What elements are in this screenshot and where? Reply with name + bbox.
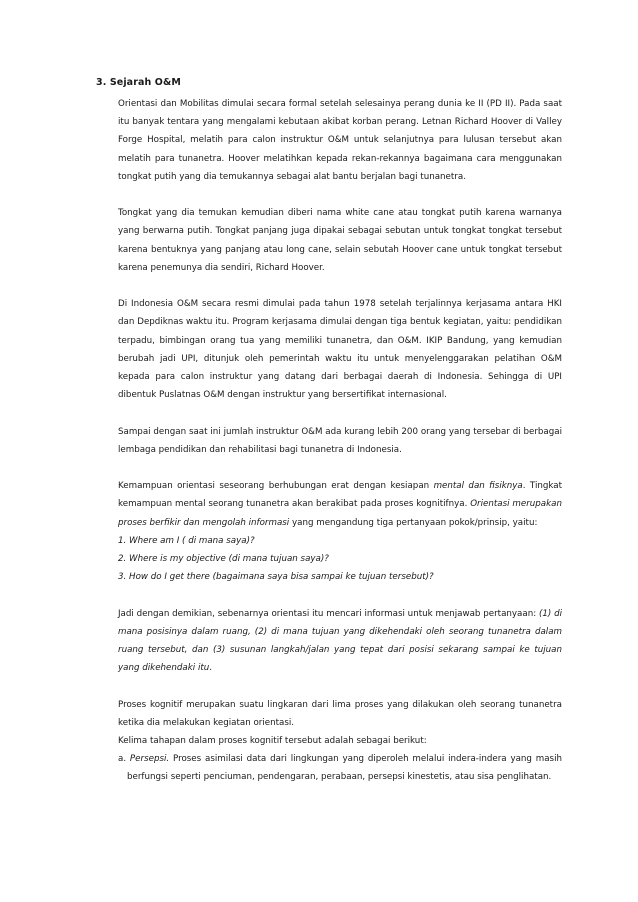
paragraph-white-cane: Tongkat yang dia temukan kemudian diberi nama white cane atau tongkat putih karena warnanya yang berwarna putih. Tongkat panjang juga dipakai sebagai sebutan untuk tongkat tongkat tersebut karena bentuknya yang panjang atau long cane, selain sebutah Hoover cane untuk tongkat tersebut karena penemunya dia sendiri, Richard Hoover. <box>118 208 562 273</box>
section-heading <box>96 77 181 88</box>
emphasis-span: Persepsi. <box>129 754 170 765</box>
list-marker: a. <box>118 754 130 765</box>
emphasis-span: Orientasi merupakan proses berfikir dan mengolah informasi <box>118 499 562 528</box>
question-item-1: 1. Where am I ( di mana saya)? <box>118 535 255 546</box>
paragraph-orientation-ability <box>118 477 562 586</box>
paragraph-indonesia: Di Indonesia O&M secara resmi dimulai pada tahun 1978 setelah terjalinnya kerjasama antara HKI dan Depdiknas waktu itu. Program kerjasama dimulai dengan tiga bentuk kegiatan, yaitu: pendidikan terpadu, bimbingan orang tua yang memiliki tunanetra, dan O&M. IKIP Bandung, yang kemudian berubah jadi UPI, ditunjuk oleh pemerintah waktu itu untuk menyelenggarakan pelatihan O&M kepada para calon instruktur yang datang dari berbagai daerah di Indonesia. Sehingga di UPI dibentuk Puslatnas O&M dengan instruktur yang bersertifikat internasional. <box>118 299 562 401</box>
question-item-3: 3. How do I get there (bagaimana saya bisa sampai ke tujuan tersebut)? <box>118 572 434 583</box>
section-number: 3. <box>96 77 107 88</box>
paragraph-instructors: Sampai dengan saat ini jumlah instruktur O&M ada kurang lebih 200 orang yang tersebar di berbagai lembaga pendidikan dan rehabilitasi bagi tunanetra di Indonesia. <box>118 426 562 455</box>
text-span: Jadi dengan demikian, sebenarnya orientasi itu mencari informasi untuk menjawab pertanyaan: <box>118 608 539 619</box>
text-span: Kemampuan orientasi seseorang berhubungan erat dengan kesiapan <box>118 481 434 492</box>
text-line: Kelima tahapan dalam proses kognitif tersebut adalah sebagai berikut: <box>118 736 427 747</box>
paragraph-orientation-summary <box>118 605 562 678</box>
emphasis-span: mental dan fisiknya <box>433 481 523 492</box>
section-title: Sejarah O&M <box>109 77 181 88</box>
question-item-2: 2. Where is my objective (di mana tujuan saya)? <box>118 554 329 565</box>
emphasis-span: (1) di mana posisinya dalam ruang, (2) di mana tujuan yang dikehendaki oleh seorang tunanetra dalam ruang tersebut, dan (3) susunan langkah/jalan yang tepat dari posisi sekarang sampai ke tujuan yang dikehendaki itu <box>118 608 562 674</box>
text-span: . Tingkat kemampuan mental seorang tunanetra akan berakibat pada proses kognitifnya. <box>118 481 562 510</box>
text-span: . <box>209 663 213 674</box>
paragraph-cognitive-process <box>118 696 562 787</box>
paragraph-history-origin: Orientasi dan Mobilitas dimulai secara formal setelah selesainya perang dunia ke II (PD II). Pada saat itu banyak tentara yang mengalami kebutaan akibat korban perang. Letnan Richard Hoover di Valley Forge Hospital, melatih para calon instruktur O&M untuk selanjutnya para lulusan tersebut akan melatih para tunanetra. Hoover melatihkan kepada rekan-rekannya bagaimana cara menggunakan tongkat putih yang dia temukannya sebagai alat bantu berjalan bagi tunanetra. <box>118 99 562 182</box>
section-body <box>118 95 562 787</box>
text-span: Proses asimilasi data dari lingkungan yang diperoleh melalui indera-indera yang masih berfungsi seperti penciuman, pendengaran, perabaan, persepsi kinestetis, atau sisa penglihatan. <box>127 754 562 783</box>
text-span: yang mengandung tiga pertanyaan pokok/prinsip, yaitu: <box>289 517 538 528</box>
text-line: Proses kognitif merupakan suatu lingkaran dari lima proses yang dilakukan oleh seorang tunanetra ketika dia melakukan kegiatan orientasi. <box>118 699 562 728</box>
list-item-perception <box>118 750 562 786</box>
